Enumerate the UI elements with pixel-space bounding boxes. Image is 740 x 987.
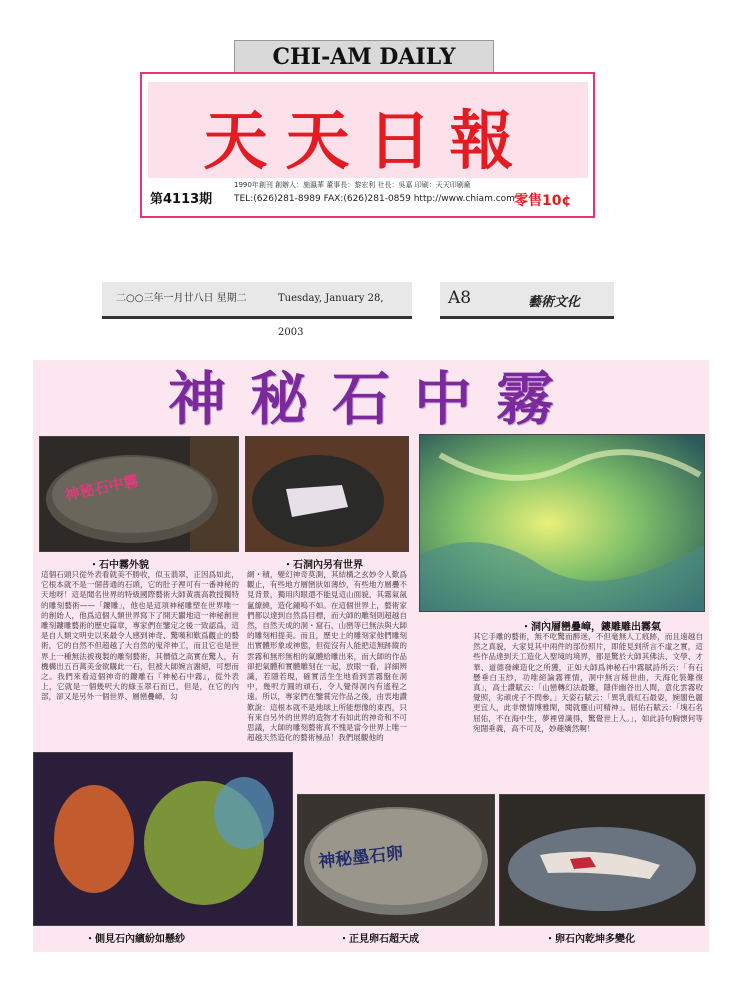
- caption-egg-stone-front: ・正見卵石超天成: [339, 934, 419, 945]
- contact-info: TEL:(626)281-8989 FAX:(626)281-0859 http://www.chiam.com: [234, 194, 515, 204]
- chinese-masthead-title: 天天日報: [203, 105, 532, 179]
- egg-stone-inside-illustration: [500, 795, 704, 925]
- caption-side-view: ・側見石內繽紛如懸紗: [85, 934, 185, 945]
- section-name: 藝術文化: [528, 295, 581, 310]
- caption-layered-mist: ・洞內層巒疊嶂，鏤雕雕出霧氣: [521, 622, 661, 633]
- side-view-illustration: [34, 753, 292, 925]
- price-label: 零售10¢: [514, 193, 572, 209]
- publisher-info: 1990年創刊 創辦人：施瀛華 董事長：黎宏利 社長：吳嘉 印刷：天天印刷廠: [234, 181, 471, 189]
- caption-stone-exterior: ・石中霧外貌: [89, 560, 149, 571]
- article-column-2: 網・積，變幻神奇莫測，其結構之玄妙令人歎爲觀止，有些地方層巒狀如薄紗，有些地方層疊不見背景，獨用肉眼還不能見這山面貌，其霧氣氤氳繚繞，造化鍾嗚不如。在這個世界上，藝術家們都以達到自然爲目標，而大師的雕刻則超越自然，自然天成的洞・窟石，山巒等已無法與大師的雕刻相提美。而且，歷史上的雕刻家他們雕刻出實體形象或神態，但從沒有人能把這無跡縱的雲霧和無形無相的氣體給雕出來，而大師的作品卻把氣體和實體雕刻在一起，放眼一看，詳細辨識，若隱若現，確實活生生地看到雲霧盤在洞中，幾呎方圓的頑石，令人覺得洞內有遙程之遠。所以，專家們在鑒賞完作品之後，由衷地讚歎說：這根本就不是地球上所能想像的東西，只有來自另外的世界的造物才有如此的神奇和不可思議，大師的雕刻藝術真不愧是當今世界上唯一超越天然造化的藝術極品！我們展觀他的: [247, 570, 407, 743]
- masthead: [140, 72, 595, 218]
- article: [33, 360, 709, 952]
- stone-inscription-1: 神秘石中霧: [63, 471, 141, 505]
- page-number: A8: [448, 288, 472, 308]
- article-column-1: 這個石頭只從外表看就美不勝收，似玉翡翠，正因爲如此，它根本就不是一個普通的石頭，它的肚子裡可有一番神秘的天地呀！這是聞名世界的特級國際藝術大師黃震高教授獨特的雕刻藝術——「鏤雕」，他也是這項神秘雕塑在世界唯一的創始人，他爲這個人類世界寫下了開天闢地這一神秘創世雕刻鏤雕藝術的歷史篇章，專家們在鑒定之後一致認爲，這是自人類文明史以來最令人感到神奇、驚嘆和歎爲觀止的藝術，它的自然不但超越了大自然的鬼斧神工，而且它也是世界上一種無法被複製的雕刻藝術，其價值之高實在驚人，有機構出五百萬美金欲購此一石，但被大師婉言謝絕，可想而之。我們來看這個神奇的鏤雕石『神秘石中霧』，從外表上，它就是一個幾呎大的綠玉翠石而已，但是，在它的內部，卻又是另外一個世界、層巒疊嶂，勾: [41, 570, 239, 702]
- dateline-bar: [102, 282, 412, 338]
- date-english: Tuesday, January 28, 2003: [278, 293, 384, 338]
- photo-stone-exterior: [39, 436, 239, 552]
- english-masthead-title: CHI-AM DAILY: [234, 40, 494, 75]
- photo-side-view: [33, 752, 293, 926]
- date-chinese: 二○○三年一月廿八日 星期二: [116, 293, 247, 304]
- cave-world-illustration: [246, 437, 408, 551]
- stone-inscription-5: 神秘墨石卵: [317, 843, 405, 873]
- photo-egg-stone-front: [297, 794, 495, 926]
- section-header: [440, 282, 614, 319]
- caption-cave-world: ・石洞內另有世界: [283, 560, 363, 571]
- article-headline: 神秘石中霧: [167, 365, 578, 433]
- caption-egg-stone-inside: ・卵石內乾坤多變化: [545, 934, 635, 945]
- issue-number: 第4113期: [150, 192, 213, 207]
- photo-layered-mist: [419, 434, 705, 612]
- photo-cave-world: [245, 436, 409, 552]
- article-column-3: 其它手雕的藝術，無不吃驚而醉迷，不但毫無人工痕跡，而且遠越自然之真貌，大家見其中兩件的部份照片，即能見到所言不虛之實，這些作品達到天工造化入聖境的境界，都是驚於大師其佛法、文學、才華、道德發練造化之所獲，正如大師爲神秘石中霧賦詩所云：「有石懸垂白玉紗，功唯絕論霧裡情，洞中無言稀世曲，天海化裝難復真」，高士讚賦云：「山巒轉幻法最難，隱伴幽谷出人間，意化雲霧收覺照，劣頑虎子不問參。」天姿石賦云：「異乳翡紅石最姿，婉閣色麗更宜人，此非懷情博雅閑，閱就靈山可精神」。屈佑石賦云：「塊石名屈佑，不在海中生，夢裡曾識得，驚覺世上人。」，如此詩句胸懷何等宛闊垂義，高不可及，妙趣嬌然啊！: [473, 632, 703, 733]
- layered-mist-illustration: [420, 435, 704, 611]
- photo-egg-stone-inside: [499, 794, 705, 926]
